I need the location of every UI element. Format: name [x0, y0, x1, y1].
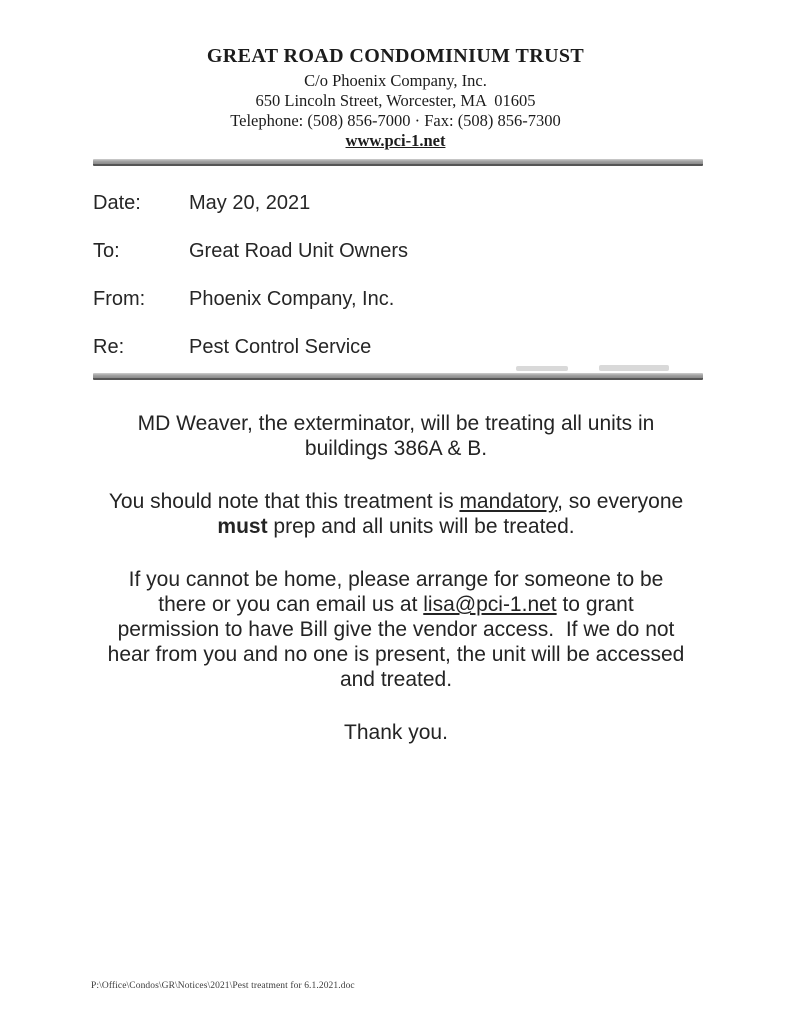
- text-segment: permission to have Bill give the vendor access. If we do not: [117, 618, 675, 641]
- memo-value: Phoenix Company, Inc.: [189, 288, 395, 310]
- body-line: [89, 642, 703, 667]
- body-paragraph: [89, 411, 703, 461]
- body-line: [89, 514, 703, 539]
- underlined-word-mandatory: mandatory: [459, 490, 558, 513]
- body-paragraph: [89, 567, 703, 692]
- body-line: [89, 411, 703, 436]
- text-segment: hear from you and no one is present, the unit will be accessed: [107, 643, 685, 666]
- memo-label: To:: [93, 240, 120, 262]
- text-segment: to grant: [556, 593, 634, 616]
- organization-title: GREAT ROAD CONDOMINIUM TRUST: [206, 45, 585, 67]
- text-segment: MD Weaver, the exterminator, will be treating all units in: [137, 412, 655, 435]
- body-line: [89, 567, 703, 592]
- text-segment: and treated.: [339, 668, 453, 691]
- text-segment: , so everyone: [557, 490, 684, 513]
- memo-value: May 20, 2021: [189, 192, 311, 214]
- body-paragraph: [89, 720, 703, 745]
- text-segment: You should note that this treatment is: [108, 490, 460, 513]
- memo-row-re: [93, 337, 408, 358]
- memo-label: From:: [93, 288, 146, 310]
- text-segment: prep and all units will be treated.: [267, 515, 575, 538]
- memo-value: Pest Control Service: [189, 336, 372, 358]
- memo-row-date: [93, 193, 408, 214]
- memo-fields: [93, 193, 408, 385]
- body-line: [89, 489, 703, 514]
- memo-label: Re:: [93, 336, 125, 358]
- scan-artifact: [516, 366, 568, 371]
- body-content: [89, 411, 703, 773]
- memo-row-from: [93, 289, 408, 310]
- memo-value: Great Road Unit Owners: [189, 240, 408, 262]
- text-segment: buildings 386A & B.: [304, 437, 488, 460]
- body-line: [89, 617, 703, 642]
- body-paragraph: [89, 489, 703, 539]
- text-segment: there or you can email us at: [158, 593, 424, 616]
- memo-label: Date:: [93, 192, 141, 214]
- body-line: [89, 667, 703, 692]
- body-line: [89, 720, 703, 745]
- divider-rule-top: [93, 159, 703, 166]
- letterhead: [0, 44, 791, 151]
- website-link: www.pci-1.net: [345, 131, 446, 150]
- care-of-line: C/o Phoenix Company, Inc.: [304, 71, 487, 90]
- divider-rule-middle: [93, 373, 703, 380]
- body-line: [89, 592, 703, 617]
- email-address: lisa@pci-1.net: [423, 593, 557, 616]
- memo-row-to: [93, 241, 408, 262]
- bold-word-must: must: [217, 515, 268, 538]
- file-path-footer: P:\Office\Condos\GR\Notices\2021\Pest treatment for 6.1.2021.doc: [91, 981, 355, 991]
- scan-artifact: [599, 365, 669, 371]
- text-segment: Thank you.: [344, 721, 448, 744]
- phone-fax-line: Telephone: (508) 856-7000 · Fax: (508) 856-7300: [230, 111, 561, 130]
- address-line: 650 Lincoln Street, Worcester, MA 01605: [255, 91, 536, 110]
- text-segment: If you cannot be home, please arrange for someone to be: [128, 568, 664, 591]
- body-line: [89, 436, 703, 461]
